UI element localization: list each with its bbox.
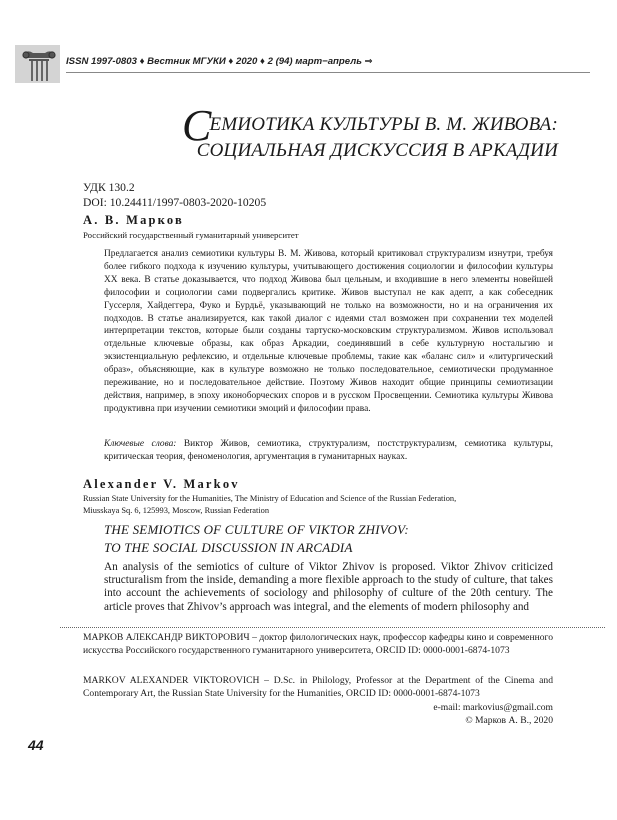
- page-number: 44: [28, 737, 44, 753]
- author-name-ru: А. В. Марков: [83, 213, 184, 227]
- keywords-text: Виктор Живов, семиотика, структурализм, постструктурализм, семиотика культуры, критическая теория, феноменология, аргументация в гуманитарных науках.: [104, 439, 553, 462]
- author-note-ru: МАРКОВ АЛЕКСАНДР ВИКТОРОВИЧ – доктор филологических наук, профессор кафедры кино и современного искусства Российского государственного гуманитарного университета, ORCID ID: 0000-0001-6874-1073: [83, 632, 553, 656]
- author-name-en: Alexander V. Markov: [83, 477, 240, 491]
- drop-cap: С: [181, 101, 212, 150]
- author-affiliation-ru: Российский государственный гуманитарный университет: [83, 230, 299, 240]
- keywords-ru: [104, 438, 553, 464]
- title-line-1-rest: ЕМИОТИКА КУЛЬТУРЫ В. М. ЖИВОВА:: [209, 114, 558, 135]
- author-email: e-mail: markovius@gmail.com: [433, 702, 553, 713]
- affiliation-en-line-1: Russian State University for the Humanities, The Ministry of Education and Science of the Russian Federation,: [83, 494, 457, 503]
- column-capital-logo-icon: [15, 45, 60, 83]
- article-title-en: [104, 521, 409, 557]
- header-rule: [66, 72, 590, 73]
- title-en-line-1: THE SEMIOTICS OF CULTURE OF VIKTOR ZHIVOV:: [104, 522, 409, 537]
- copyright: © Марков А. В., 2020: [465, 714, 553, 726]
- journal-header: ISSN 1997-0803 ♦ Вестник МГУКИ ♦ 2020 ♦ 2 (94) март−апрель ⇒: [66, 56, 373, 67]
- abstract-en: An analysis of the semiotics of culture of Viktor Zhivov is proposed. Viktor Zhivov criticized structuralism from the inside, demanding a more flexible approach to the study of culture, that takes into account the achievements of sociology and philosophy of culture of the 20th century. The article proves that Zhivov’s approach was integral, and the elements of modern philosophy and: [104, 561, 553, 613]
- journal-logo: [15, 45, 60, 83]
- article-title-ru: [100, 101, 558, 164]
- author-contacts: [300, 702, 553, 727]
- affiliation-en-line-2: Miusskaya Sq. 6, 125993, Moscow, Russian Federation: [83, 505, 270, 515]
- udc-code: УДК 130.2: [83, 181, 135, 194]
- keywords-label: Ключевые слова:: [104, 439, 177, 449]
- udc-block: [83, 180, 266, 210]
- abstract-ru: Предлагается анализ семиотики культуры В. М. Живова, который критиковал структурализм изнутри, требуя более гибкого подхода к изучению культуры, учитывающего достижения социологии и философии культуры XX века. В статье доказывается, что подход Живова был цельным, и входившие в него элементы новейшей философии и социологии сами подвергались критике. Живов выступал не как адепт, а как собеседник Гуссерля, Хайдеггера, Фуко и Бурдьё, указывающий не только на возможности, но и на ограничения их подходов. В статье анализируется, как такой диалог с идеями стал возможен при сохранении тех моделей интерпретации текстов, которые были созданы тартуско-московским структурализмом. Живов использовал отдельные ключевые образы, как образ Аркадии, соединявший в себе культурную ностальгию и экзистенциальную рефлексию, и отдельные ключевые проблемы, такие как «баланс сил» и «литургический образ», объясняющие, как в культуре возможно не только последовательное, семиотически продуманное переживание, но и последовательное действие. Поэтому Живов находит общие принципы семиотизации действия, например, в эпоху иконоборческих споров и в русском Просвещении. Семиотика культуры Живова продуктивна при изучении семиотики эмоций и философии права.: [104, 249, 553, 414]
- title-en-line-2: TO THE SOCIAL DISCUSSION IN ARCADIA: [104, 540, 353, 555]
- author-note-en: MARKOV ALEXANDER VIKTOROVICH – D.Sc. in Philology, Professor at the Department of the Cinema and Contemporary Art, the Russian State University for the Humanities, ORCID ID: 0000-0001-6874-1073: [83, 675, 553, 699]
- title-line-2: СОЦИАЛЬНАЯ ДИСКУССИЯ В АРКАДИИ: [196, 140, 558, 161]
- author-affiliation-en: [83, 493, 543, 516]
- doi: DOI: 10.24411/1997-0803-2020-10205: [83, 196, 267, 209]
- title-line-1: [100, 101, 558, 150]
- footnote-divider: [60, 627, 605, 628]
